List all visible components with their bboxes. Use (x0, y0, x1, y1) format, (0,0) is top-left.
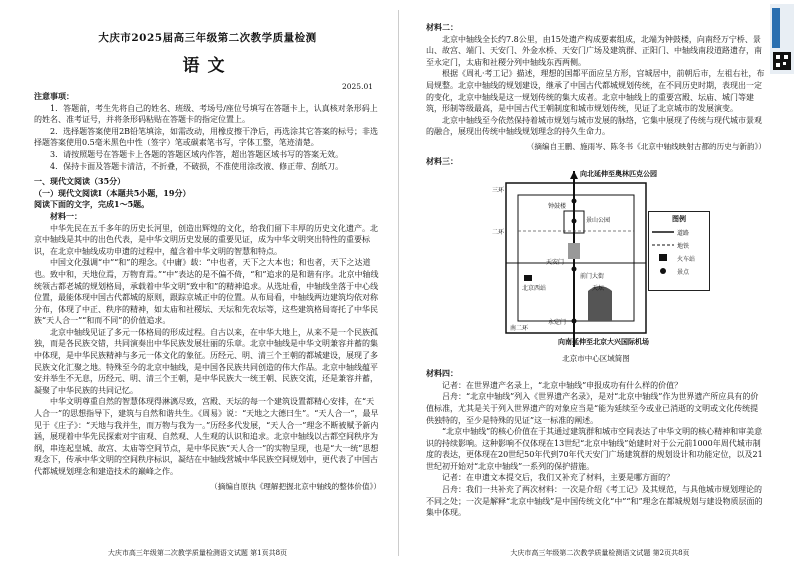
interview-paragraph: 记者：在世界遗产名录上，“北京中轴线”申报成功有什么样的价值？ (442, 380, 683, 390)
map-south-label: 向南延伸至北京大兴国际机场 (558, 337, 649, 347)
section-heading: 一、现代文阅读（35分） (34, 176, 126, 187)
map-place-label: 永定门 (548, 319, 567, 327)
page-divider (398, 10, 399, 556)
interview-paragraph: 吕舟：“北京中轴线”列入《世界遗产名录》，是对“北京中轴线”作为世界遗产所应具有的价值标准，尤其是关于列入世界遗产的对象应当是“能为延续至今或业已消逝的文明或文化传统提供独特的，至少是特殊的见证”这一标准的阐述。 (426, 392, 759, 425)
right-page (400, 0, 800, 566)
interview-paragraph: 记者：在申遗文本提交后，我们又补充了材料，主要是哪方面的？ (442, 473, 674, 483)
material2-source: （摘编自王鹏、施雨岑、陈冬书《北京中轴线映射古都的历史与新韵》） (526, 141, 766, 151)
map-place-label: 钟鼓楼 (548, 203, 567, 211)
material1-paragraph: 中国文化强调“中”“和”的理念。《中庸》载：“中也者，天下之大本也；和也者，天下之达道也。致中和，天地位焉，万物育焉。”“中”表达的是不偏不倚，“和”追求的是和谐有序。北京中轴线统领古都老城的规划格局，承载着中华文明“致中和”的精神追求。从选址看，中轴线坐落于中心线位置，最能体现中国古代都城的原则，跟踪京城正中的位置。从布局看，中轴线两边建筑均依对称分布，体现了中正、秩序的精神，如太庙和社稷坛、天坛和先农坛等，这些建筑格局寄托了中华民族“天人合一”“和而不同”的价值追求。 (34, 258, 379, 326)
notice-item: 3．请按照题号在答题卡上各题的答题区域内作答，超出答题区域书写的答案无效。 (50, 149, 344, 159)
material-label: 材料三： (426, 155, 458, 166)
notice-item: 4．保持卡面及答题卡清洁，不折叠，不破损，不准使用涂改液、修正带、刮纸刀。 (50, 161, 344, 171)
notice-item: 1．答题前，考生先将自己的姓名、班级、考场号/座位号填写在答题卡上，认真核对条形码上的姓名、准考证号，并将条形码粘贴在答题卡的指定位置上。 (34, 103, 378, 125)
map-place-label: 南二环 (510, 325, 529, 333)
notice-item: 2．选择题答案使用2B铅笔填涂，如需改动，用橡皮擦干净后，再选涂其它答案的标号；非选择题答案使用0.5毫米黑色中性（签字）笔或碳素笔书写，字体工整，笔迹清楚。 (34, 126, 379, 148)
beijing-map (488, 171, 714, 351)
legend-label: 道路 (677, 230, 690, 238)
material-label: 材料一： (50, 210, 82, 221)
material1-paragraph: 北京中轴线见证了多元一体格局的形成过程。自古以来，在中华大地上，从来不是一个民族孤独，而是各民族交错，共同演奏出中华民族发展壮丽的乐章。北京中轴线是中华文明兼容并蓄的集中体现，是中华民族精神与多元一体文化的象征。历经元、明、清三个王朝的都城建设，展现了多民族文化汇聚之地。特殊至今的北京中轴线，是中国各民族共同创造的伟大作品。北京中轴线蕴平安并举生不无息，历经元、明、清三个王朝，是中华民族大一统王朝、民族交流，还是兼容并蓄，凝聚了中华民族的共同记忆。 (34, 327, 378, 395)
material2-paragraph: 北京中轴线全长约7.8公里，由15处遗产构成要素组成，北端为钟鼓楼，向南经万宁桥、景山、故宫、端门、天安门、外金水桥、天安门广场及建筑群、正阳门、中轴线南段道路遗存，南至永定门，太庙和社稷分列中轴线东西两侧。 (426, 34, 762, 67)
legend-label: 火车站 (677, 256, 696, 264)
map-place-label: 北京西站 (522, 285, 547, 293)
reading-instruction: 阅读下面的文字，完成1～5题。 (34, 199, 150, 210)
notice-heading: 注意事项： (34, 91, 74, 101)
material1-paragraph: 中华文明尊重自然的智慧体现得淋漓尽致，宫殿、天坛的每一个建筑设置都精心安排，在“天人合一”的思想指导下，建筑与自然和谐共生。《周易》说：“天地之大德曰生”。“天人合一”，最早见于《庄子》：“天地与我并生，而万物与我为一。”历经多代发展，“天人合一”理念不断被赋予新内涵，展现着中华先民探索对宇宙观、自然观、人生观的认识和追求。北京中轴线以古都空间秩序为纲，串连起皇城、故宫、太庙等空间节点，是中华民族“天人合一”的实物呈现，也是“大一统”思想观念下，传承中华文明的空间秩序标识，凝结在中轴线营城中华民族空间规划中，更代表了中国古代都城规划理念和建造技术的巅峰之作。 (34, 397, 379, 476)
material1-source: （摘编自原执《理解把握北京中轴线的整体价值》） (210, 481, 381, 491)
legend-title: 图例 (672, 214, 686, 224)
map-legend (648, 211, 710, 291)
map-north-label: 向北延伸至奥林匹克公园 (580, 169, 657, 179)
map-place-label: 二环 (492, 229, 505, 237)
map-title: 北京市中心区域简图 (562, 354, 630, 364)
legend-item-road (649, 226, 709, 239)
subject-title: 语文 (182, 56, 233, 76)
map-place-label: 天安门 (546, 259, 565, 267)
material-label: 材料二： (426, 22, 458, 32)
exam-date: 2025.01 (341, 82, 373, 91)
map-place-label: 景山公园 (586, 217, 611, 225)
legend-item-scenic-spot (649, 265, 709, 278)
interview-paragraph: 吕舟：我们一共补充了两次材料：一次是介绍《考工记》及其规范，与具他城市规划理论的不同之处；一次是解释“北京中轴线”是中国传统文化“中”“和”理念在都城规划与建设物质层面的集中体现。 (426, 485, 763, 518)
interview-paragraph: “北京中轴线”的核心价值在于其通过建筑群和城市空间表达了中华文明的核心精神和审美意识的持续影响。这种影响不仅体现在13世纪“北京中轴线”始建时对于公元前1000年周代城市制度的表达，更体现在20世纪50年代到70年代天安门广场建筑群的规划设计和功能定位，以及21世纪初开始对“北京中轴线”一系列的保护措施。 (426, 427, 763, 471)
legend-item-subway (649, 239, 709, 252)
subsection-heading: （一）现代文阅读Ⅰ（本题共5小题，19分） (34, 187, 191, 198)
map-place-label: 天坛 (592, 285, 605, 293)
page-footer: 大庆市高三年级第二次教学质量检测语文试题 第1页共8页 (107, 549, 288, 557)
map-place-label: 三环 (492, 187, 505, 195)
material2-paragraph: 根据《周礼·考工记》描述，理想的国都平面应呈方形，宫城居中，前朝后市，左祖右社，布局规整。北京中轴线的规划建设，继承了中国古代都城规划传统，在不同历史时期，表现出一定的变化，北京中轴线是这一规划传统的集大成者。北京中轴线上的重要宫殿、坛庙、城门等建筑，形制等级最高，是中国古代王朝制度和城市规划传统，见证了北京城市的发展演变。 (426, 69, 765, 114)
material2-paragraph: 北京中轴线至今依然保持着城市规划与城市发展的脉络，它集中展现了传统与现代城市景观的融合，展现出传统中轴线规划理念的持久生命力。 (426, 115, 762, 137)
left-page (0, 0, 395, 566)
legend-label: 景点 (677, 269, 690, 277)
legend-label: 地铁 (677, 243, 690, 251)
material-label: 材料四： (426, 368, 458, 379)
material1-paragraph: 中华先民在五千多年的历史长河里，创造出辉煌的文化，给我们留下丰厚的历史文化遗产。北京中轴线是其中的出色代表，是中华文明历史发展的重要见证，成为中华文明突出特性的重要标识，在北京中轴线成功申遗的过程中，蕴含着中华文明的智慧和特点。 (34, 223, 378, 256)
qr-code-icon (770, 4, 794, 74)
map-place-label: 前门大街 (580, 273, 605, 281)
legend-item-train-station (649, 252, 709, 265)
exam-title: 大庆市2025届高三年级第二次教学质量检测 (98, 32, 317, 44)
page-footer: 大庆市高三年级第二次教学质量检测语文试题 第2页共8页 (510, 549, 690, 557)
